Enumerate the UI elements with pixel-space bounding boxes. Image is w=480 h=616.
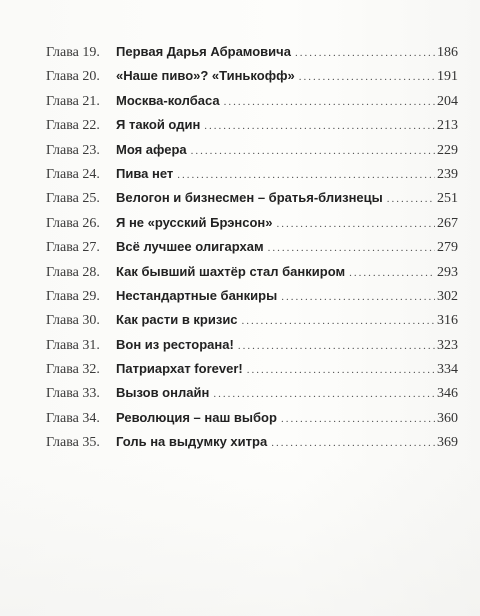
chapter-title: Революция – наш выбор (116, 409, 277, 425)
page-number: 239 (437, 166, 458, 182)
dot-leader (268, 242, 435, 254)
chapter-title: Пива нет (116, 165, 174, 181)
chapter-number: Глава 20. (46, 69, 100, 85)
table-of-contents (46, 44, 458, 459)
chapter-number: Глава 22. (46, 118, 100, 134)
chapter-title: Москва-колбаса (116, 92, 220, 108)
toc-entry (46, 44, 458, 68)
dot-leader (277, 218, 435, 230)
page-number: 186 (437, 45, 458, 60)
chapter-title: Я не «русский Брэнсон» (116, 214, 273, 230)
page-number: 334 (437, 362, 458, 378)
page-number: 213 (437, 118, 458, 134)
toc-entry (46, 410, 458, 434)
chapter-title: Моя афера (116, 141, 187, 157)
toc-entry (46, 190, 458, 214)
toc-entry (46, 385, 458, 409)
chapter-number: Глава 27. (46, 240, 100, 256)
dot-leader (177, 169, 435, 181)
chapter-title: Велогон и бизнесмен – братья-близнецы (116, 190, 383, 206)
chapter-title: Нестандартные банкиры (116, 287, 278, 303)
chapter-title: Всё лучшее олигархам (116, 239, 264, 255)
toc-entry (46, 166, 458, 190)
page-number: 323 (437, 337, 458, 353)
toc-entry (46, 117, 458, 141)
page-number: 302 (437, 288, 458, 304)
paper-bleed-shading (0, 460, 480, 616)
dot-leader (242, 315, 435, 327)
toc-entry (46, 337, 458, 361)
chapter-number: Глава 28. (46, 264, 100, 280)
toc-entry (46, 288, 458, 312)
dot-leader (238, 340, 435, 352)
dot-leader (224, 96, 435, 108)
dot-leader (191, 145, 435, 157)
chapter-number: Глава 29. (46, 288, 100, 304)
toc-entry (46, 361, 458, 385)
dot-leader (299, 71, 435, 83)
page-number: 191 (437, 69, 458, 85)
dot-leader (213, 388, 435, 400)
chapter-number: Глава 23. (46, 142, 100, 158)
dot-leader (281, 291, 435, 303)
page-number: 369 (437, 435, 458, 451)
chapter-title: Как бывший шахтёр стал банкиром (116, 263, 346, 279)
chapter-number: Глава 30. (46, 313, 100, 329)
chapter-title: Патриархат forever! (116, 361, 243, 377)
page-number: 204 (437, 93, 458, 109)
chapter-number: Глава 26. (46, 215, 100, 231)
chapter-title: Вызов онлайн (116, 385, 210, 401)
chapter-title: Вон из ресторана! (116, 336, 234, 352)
chapter-number: Глава 34. (46, 410, 100, 426)
toc-entry (46, 434, 458, 458)
toc-entry (46, 68, 458, 92)
page-number: 267 (437, 215, 458, 231)
page-number: 251 (437, 191, 458, 207)
page-number: 293 (437, 264, 458, 280)
chapter-number: Глава 35. (46, 435, 100, 451)
chapter-title: Голь на выдумку хитра (116, 434, 268, 450)
chapter-number: Глава 24. (46, 166, 100, 182)
chapter-number: Глава 33. (46, 386, 100, 402)
dot-leader (387, 193, 435, 205)
toc-entry (46, 312, 458, 336)
chapter-number: Глава 32. (46, 362, 100, 378)
chapter-number: Глава 31. (46, 337, 100, 353)
dot-leader (281, 413, 435, 425)
page-number: 229 (437, 142, 458, 158)
page-number: 279 (437, 240, 458, 256)
dot-leader (295, 47, 435, 59)
toc-entry (46, 142, 458, 166)
page-number: 346 (437, 386, 458, 402)
dot-leader (247, 364, 435, 376)
chapter-number: Глава 19. (46, 45, 100, 60)
toc-entry (46, 239, 458, 263)
toc-entry (46, 215, 458, 239)
page-number: 360 (437, 410, 458, 426)
toc-entry (46, 93, 458, 117)
page-number: 316 (437, 313, 458, 329)
chapter-title: Первая Дарья Абрамовича (116, 44, 291, 59)
chapter-number: Глава 21. (46, 93, 100, 109)
toc-entry (46, 264, 458, 288)
chapter-title: Я такой один (116, 117, 201, 133)
chapter-number: Глава 25. (46, 191, 100, 207)
dot-leader (271, 437, 435, 449)
chapter-title: «Наше пиво»? «Тинькофф» (116, 68, 295, 84)
dot-leader (204, 120, 435, 132)
chapter-title: Как расти в кризис (116, 312, 238, 328)
dot-leader (349, 267, 435, 279)
